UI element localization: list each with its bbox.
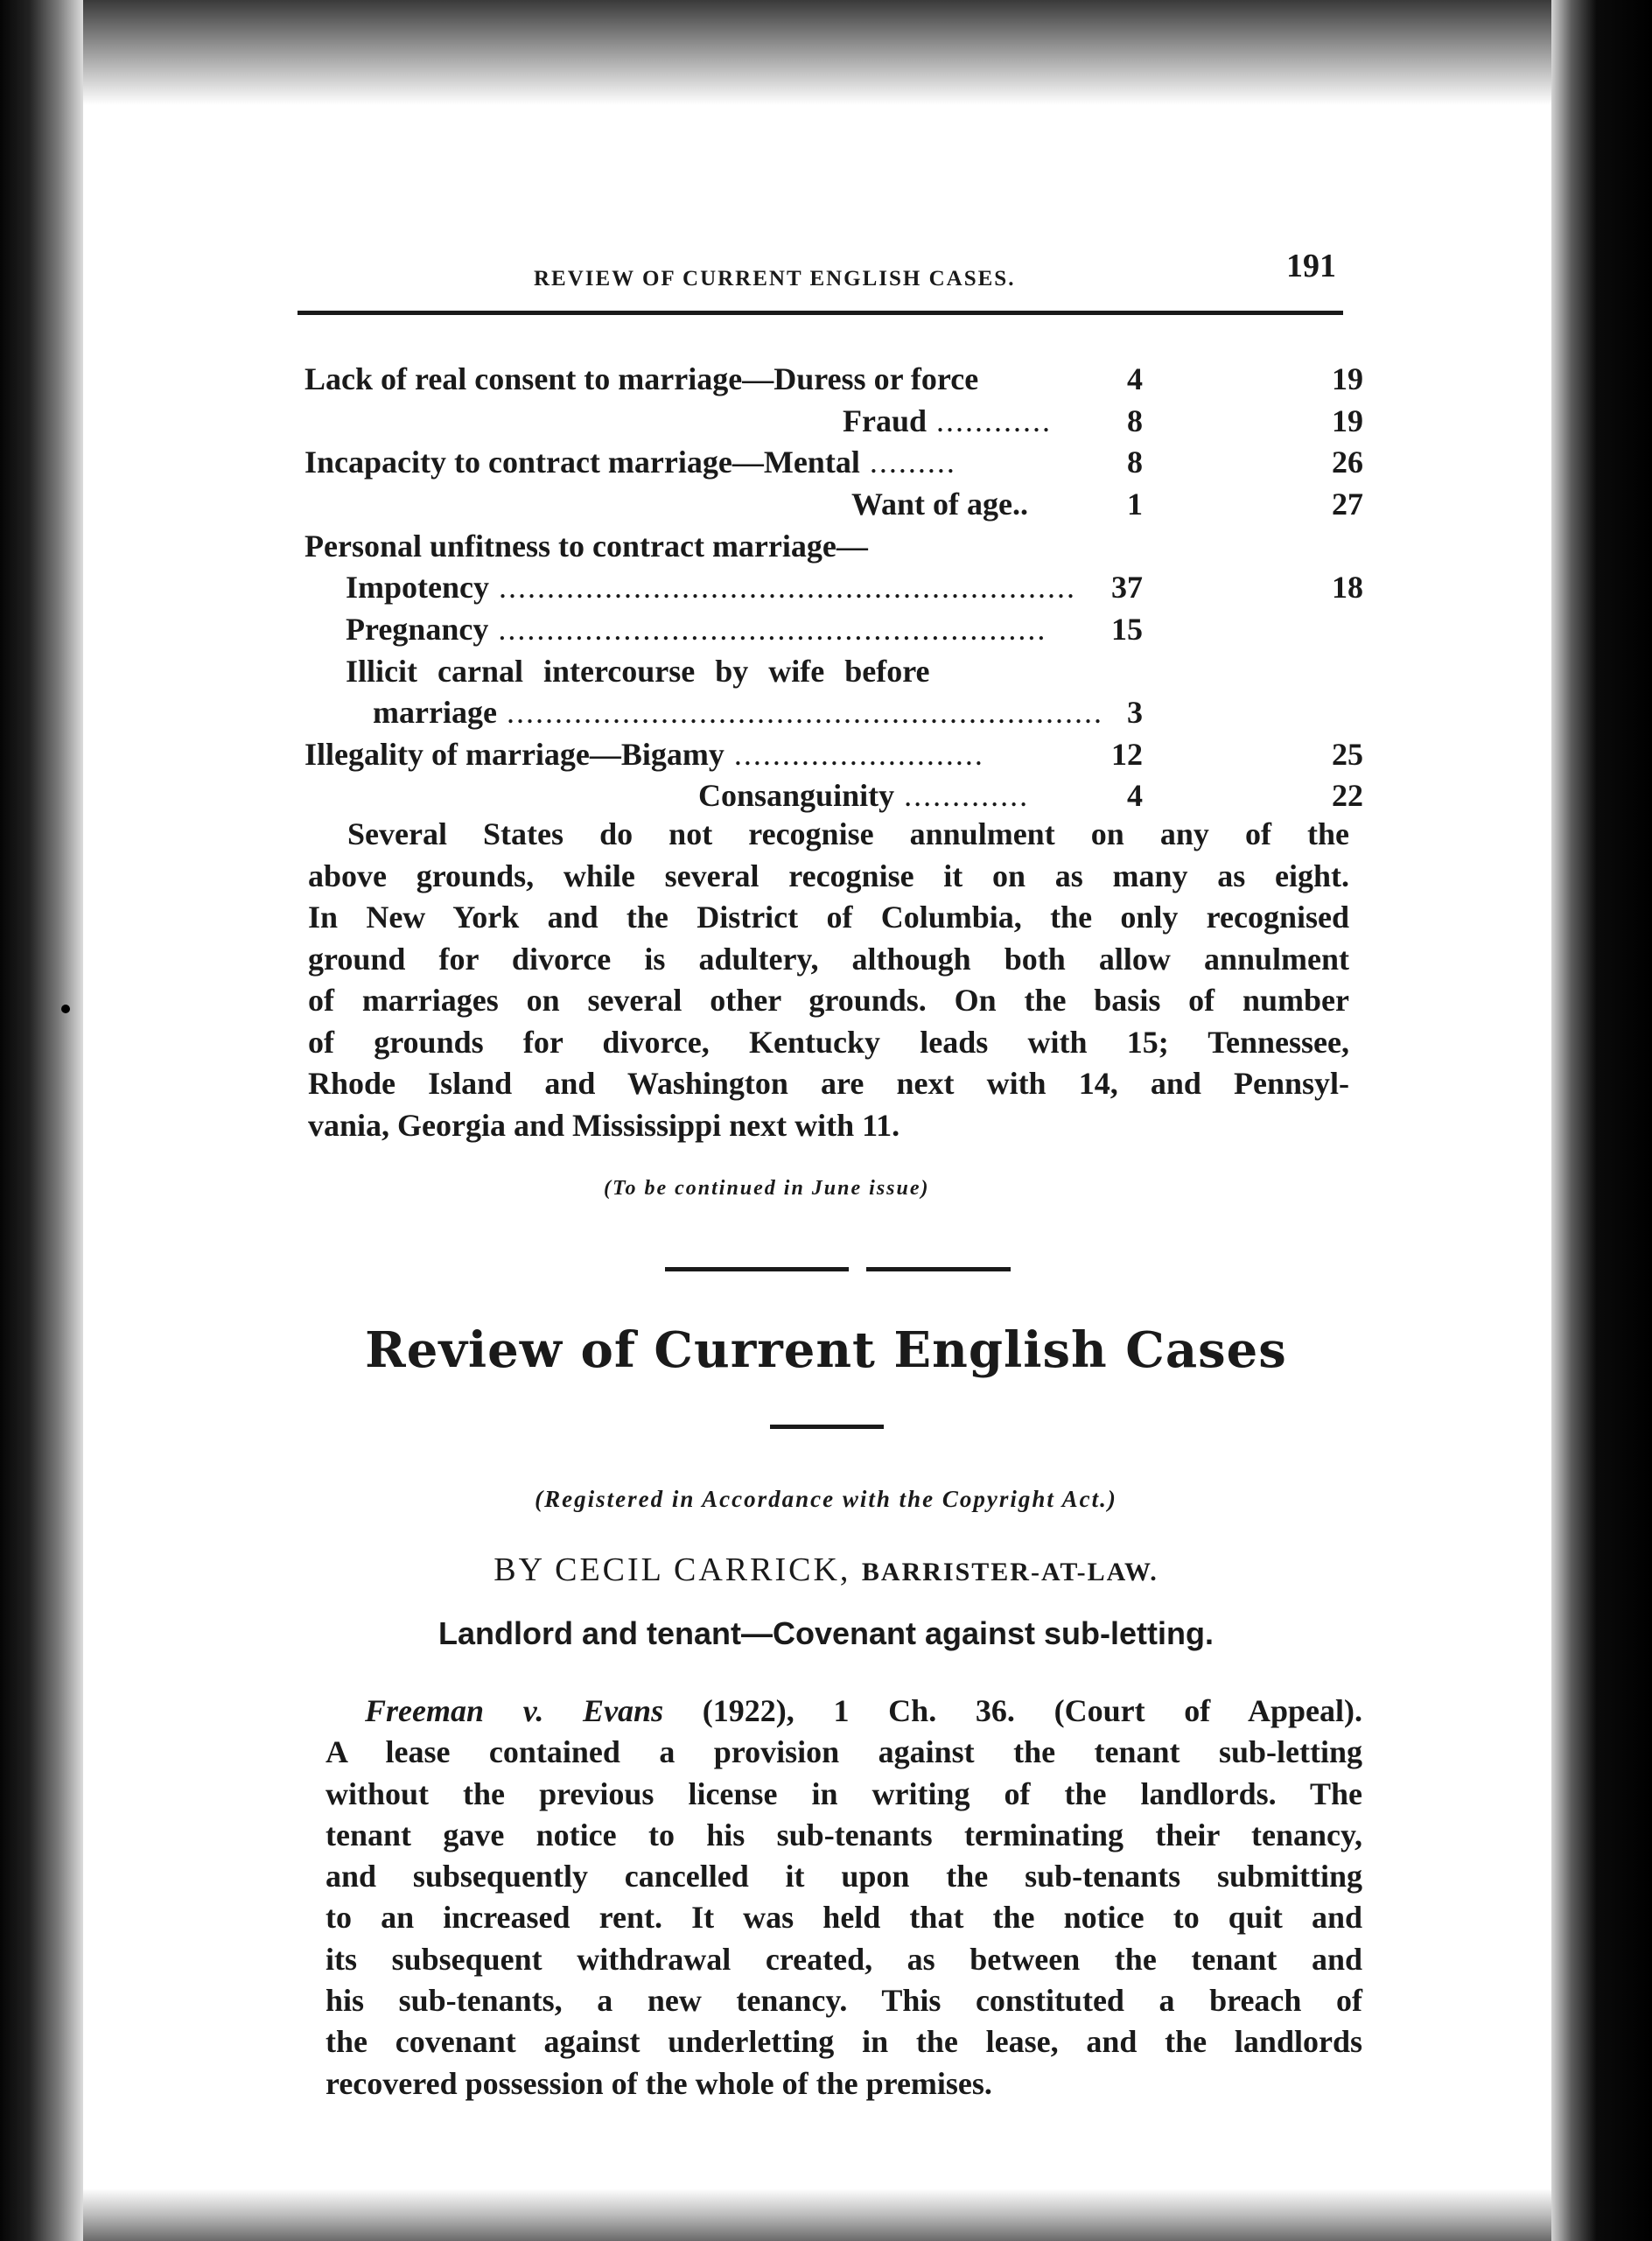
paragraph-line: vania, Georgia and Mississippi next with 11. [308,1107,900,1143]
byline-author: BY CECIL CARRICK, [494,1551,851,1588]
row-count: 1 [1127,487,1143,522]
leader-dots: ............ [927,403,1053,438]
scan-border-left [0,0,83,2241]
row-label: Illicit carnal intercourse by wife before [346,654,930,689]
copyright-note: (Registered in Accordance with the Copyright Act.) [535,1486,1117,1512]
paragraph-line: his sub-tenants, a new tenancy. This constituted a breach of [326,1983,1362,2019]
scan-speck [61,1005,70,1013]
row-count: 15 [1111,612,1143,647]
row-count: 4 [1127,361,1143,396]
case-name: Freeman v. Evans [365,1693,664,1728]
case-first-line [326,1691,1362,1732]
paragraph-line: tenant gave notice to his sub-tenants terminating their tenancy, [326,1817,1362,1852]
row-label: Want of age.. [851,487,1028,522]
paragraph-line: Rhode Island and Washington are next with 14, and Pennsyl- [308,1066,1349,1101]
page-number: 191 [1286,248,1336,284]
row-count: 3 [1127,695,1143,730]
byline-title: BARRISTER-AT-LAW. [861,1558,1158,1586]
paragraph-line: of marriages on several other grounds. On the basis of number [308,983,1349,1018]
case-citation: (1922), 1 Ch. 36. (Court of Appeal). [702,1693,1363,1728]
title-rule [770,1425,884,1429]
paragraph-line: of grounds for divorce, Kentucky leads with 15; Tennessee, [308,1024,1349,1060]
paragraph-line: In New York and the District of Columbia, the only recognised [308,900,1349,935]
row-count: 8 [1127,445,1143,480]
leader-dots: .......................... [724,737,984,772]
scan-border-top [0,0,1652,105]
row-total: 19 [1332,403,1363,438]
row-label: Incapacity to contract marriage—Mental [304,445,860,480]
paragraph-line: A lease contained a provision against the tenant sub-letting [326,1734,1362,1770]
paragraph-line: its subsequent withdrawal created, as between the tenant and [326,1941,1362,1977]
header-rule [298,311,1343,315]
row-label: Lack of real consent to marriage—Duress or force [304,361,979,396]
scan-border-bottom [0,2188,1652,2241]
section-title: Review of Current English Cases [365,1321,1287,1379]
row-total: 18 [1332,570,1363,605]
leader-dots: ......... [859,445,956,480]
row-label: Fraud [843,403,928,438]
byline [0,1551,1652,1589]
separator-rule-right [866,1267,1011,1271]
paragraph-line: the covenant against underletting in the lease, and the landlords [326,2024,1362,2060]
row-count: 8 [1127,403,1143,438]
leader-dots: ............................................................ [489,570,1076,605]
row-label: Consanguinity [698,778,895,813]
row-total: 27 [1332,487,1363,522]
separator-rule-left [665,1267,849,1271]
paragraph-line: Several States do not recognise annulment on any of the [347,816,1349,851]
leader-dots: .............................................................. [496,695,1103,730]
row-total: 19 [1332,361,1363,396]
body-paragraph [308,814,1349,1146]
case-paragraph [326,1691,1362,2104]
paragraph-line: and subsequently cancelled it upon the sub-tenants submitting [326,1859,1362,1894]
row-count: 12 [1111,737,1143,772]
row-label: Impotency [346,570,489,605]
row-total: 26 [1332,445,1363,480]
paragraph-line: recovered possession of the whole of the premises. [326,2065,992,2101]
paragraph-line: without the previous license in writing of the landlords. The [326,1775,1362,1811]
continued-note: (To be continued in June issue) [604,1177,930,1200]
paragraph-line: above grounds, while several recognise it on as many as eight. [308,858,1349,893]
row-label: marriage [373,695,497,730]
row-label: Pregnancy [346,612,489,647]
paragraph-line: ground for divorce is adultery, although both allow annulment [308,941,1349,977]
row-total: 25 [1332,737,1363,772]
leader-dots: ......................................................... [488,612,1047,647]
row-count: 4 [1127,778,1143,813]
running-head: REVIEW OF CURRENT ENGLISH CASES. [534,267,1016,291]
scan-border-right [1551,0,1652,2241]
paragraph-line: to an increased rent. It was held that the notice to quit and [326,1900,1362,1936]
row-count: 37 [1111,570,1143,605]
leader-dots: ............. [894,778,1030,813]
row-total: 22 [1332,778,1363,813]
row-label: Illegality of marriage—Bigamy [304,737,724,772]
case-heading: Landlord and tenant—Covenant against sub-letting. [438,1615,1214,1651]
row-label: Personal unfitness to contract marriage— [304,529,868,564]
